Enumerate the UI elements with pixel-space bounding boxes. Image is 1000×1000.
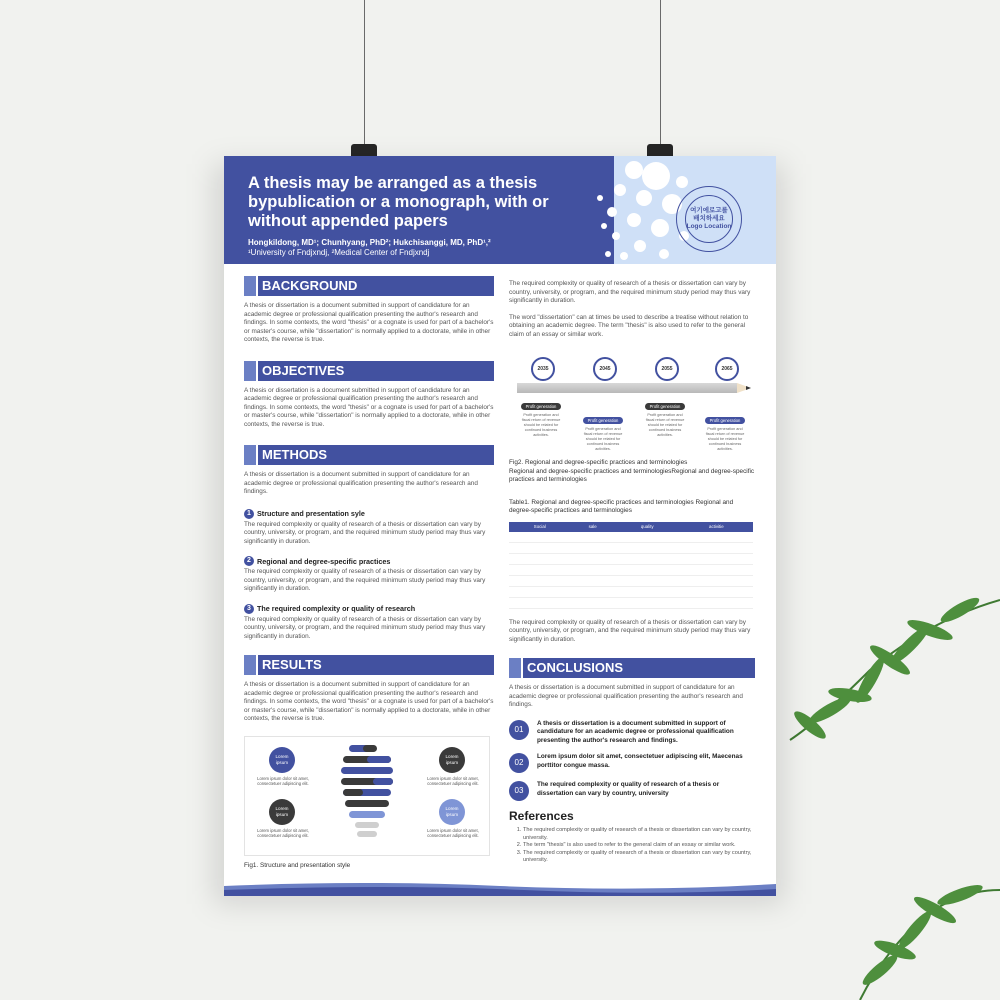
- intro-paragraph-1: The required complexity or quality of research of a thesis or dissertation can vary by country, university, or program, and the required minimum study period may thus vary significantly in duration.: [509, 280, 751, 304]
- logo-placeholder: [676, 186, 742, 252]
- timeline-pill: Profit generation: [705, 417, 745, 424]
- methods-item-label: Structure and presentation syle: [257, 509, 365, 518]
- timeline-pill: Profit generation: [521, 403, 561, 410]
- intro-paragraph-2: The word "dissertation" can at times be used to describe a treatise without relation to obtaining an academic degree. The term "thesis" is also used to refer to the general claim of an essay or similar work.: [509, 313, 749, 338]
- reference-item: 1. The required complexity or quality of research of a thesis or dissertation can vary by country, university.: [523, 827, 755, 842]
- logo-line-2: 배치하세요: [693, 215, 725, 222]
- bubbles-decoration: [564, 156, 776, 264]
- data-table-1: [509, 522, 753, 609]
- section-header-conclusions: [509, 658, 755, 678]
- table-body: [509, 532, 753, 609]
- methods-item-title: [244, 604, 494, 614]
- number-badge: 1: [244, 509, 254, 519]
- table-row: [509, 542, 753, 553]
- plant-sprig-decoration: [760, 560, 1000, 1000]
- timeline-year: 2055: [655, 357, 679, 381]
- lorem-circle: Lorem ipsum: [439, 799, 465, 825]
- methods-item: [244, 604, 494, 642]
- section-stripe: [244, 655, 256, 675]
- timeline-year: 2065: [715, 357, 739, 381]
- lorem-caption: Lorem ipsum dolor sit amet, consectetuer adipiscing elit.: [427, 827, 479, 838]
- section-title-methods: METHODS: [258, 445, 494, 465]
- references-list: [509, 827, 755, 865]
- methods-item-text: The required complexity or quality of research of a thesis or dissertation can vary by country, university, or program, and the required minimum study period may thus vary significantly in duration.: [244, 520, 486, 545]
- right-column: [509, 280, 755, 865]
- conclusion-number: 02: [509, 753, 529, 773]
- table-header-row: [509, 522, 753, 532]
- section-stripe: [509, 658, 521, 678]
- figure-2-caption: Fig2. Regional and degree-specific practices and terminologies Regional and degree-specific practices and terminologiesRegional and degree-specific practices and terminologies: [509, 459, 755, 483]
- lorem-circle: Lorem ipsum: [269, 799, 295, 825]
- lorem-caption: Lorem ipsum dolor sit amet, consectetuer adipiscing elit.: [257, 827, 309, 838]
- table-header-cell: Social: [509, 522, 571, 532]
- reference-item: 3. The required complexity or quality of research of a thesis or dissertation can vary by country, university.: [523, 850, 755, 865]
- poster: [224, 156, 776, 896]
- section-title-background: BACKGROUND: [258, 276, 494, 296]
- results-text: A thesis or dissertation is a document submitted in support of candidature for an academic degree or professional qualification presenting the author's research and findings. In some contexts, the word "thesis" or a cognate is used for part of a bachelor's or master's course, while "dissertation" is normally applied to a doctorate, while in other contexts, the reverse is true.: [244, 681, 494, 722]
- objectives-text: A thesis or dissertation is a document submitted in support of candidature for an academic degree or professional qualification presenting the author's research and findings. In some contexts, the word "thesis" or a cognate is used for part of a bachelor's or master's course, while "dissertation" is normally applied to a doctorate, while in other contexts, the reverse is true.: [244, 386, 494, 428]
- lorem-circle: Lorem ipsum: [439, 747, 465, 773]
- section-title-conclusions: CONCLUSIONS: [523, 658, 755, 678]
- reference-item: 2. The term "thesis" is also used to refer to the general claim of an essay or similar work.: [523, 842, 755, 850]
- timeline-text: Profit generation and fiscal return of revenue should be related for continued business activities.: [645, 413, 685, 437]
- methods-item-title: [244, 556, 494, 566]
- conclusion-number: 03: [509, 781, 529, 801]
- methods-item-text: The required complexity or quality of research of a thesis or dissertation can vary by country, university, or program, and the required minimum study period may thus vary significantly in duration.: [244, 615, 486, 640]
- table-row: [509, 575, 753, 586]
- timeline-text: Profit generation and fiscal return of revenue should be related for continued business activities.: [583, 427, 623, 451]
- lorem-circle: Lorem ipsum: [269, 747, 295, 773]
- lorem-caption: Lorem ipsum dolor sit amet, consectetuer adipiscing elit.: [427, 775, 479, 786]
- methods-item-label: The required complexity or quality of research: [257, 604, 416, 613]
- timeline-year: 2045: [593, 357, 617, 381]
- section-title-results: RESULTS: [258, 655, 494, 675]
- authors-block: [248, 238, 491, 258]
- logo-line-1: 여기에로고를: [690, 207, 728, 214]
- number-badge: 2: [244, 556, 254, 566]
- section-header-background: [244, 276, 494, 296]
- after-table-text: The required complexity or quality of research of a thesis or dissertation can vary by country, university, or program, and the required minimum study period may thus vary significantly in duration.: [509, 618, 751, 643]
- table-row: [509, 532, 753, 543]
- section-stripe: [244, 445, 256, 465]
- timeline-year: 2035: [531, 357, 555, 381]
- methods-item: [244, 556, 494, 594]
- logo-inner-ring: [685, 195, 733, 243]
- poster-title: A thesis may be arranged as a thesis bypublication or a monograph, with or without appended papers: [248, 174, 549, 230]
- timeline-pill: Profit generation: [583, 417, 623, 424]
- left-column: [244, 276, 494, 870]
- table-header-cell: quality: [615, 522, 680, 532]
- hanging-wire-left: [364, 0, 365, 148]
- methods-item-label: Regional and degree-specific practices: [257, 556, 391, 566]
- section-header-results: [244, 655, 494, 675]
- hanging-wire-right: [660, 0, 661, 148]
- conclusion-number: 01: [509, 720, 529, 740]
- figure-1-caption: Fig1. Structure and presentation style: [244, 861, 351, 869]
- timeline-pill: Profit generation: [645, 403, 685, 410]
- timeline-text: Profit generation and fiscal return of revenue should be related for continued business activities.: [521, 413, 561, 437]
- author-names: Hongkildong, MD¹; Chunhyang, PhD²; Hukchisanggi, MD, PhD¹,²: [248, 238, 491, 247]
- section-title-objectives: OBJECTIVES: [258, 361, 494, 381]
- conclusion-item: [509, 753, 755, 773]
- conclusions-text: A thesis or dissertation is a document submitted in support of candidature for an academic degree or professional qualification presenting the author's research and findings.: [509, 684, 743, 708]
- timeline-figure: [509, 339, 753, 449]
- number-badge: 3: [244, 604, 254, 614]
- author-affiliations: ¹University of Fndjxndj, ²Medical Center of Fndjxndj: [248, 248, 430, 257]
- table-1-caption: Table1. Regional and degree-specific practices and terminologies Regional and degree-specific practices and terminologies: [509, 498, 734, 514]
- table-row: [509, 564, 753, 575]
- table-row: [509, 553, 753, 564]
- section-header-methods: [244, 445, 494, 465]
- table-header-cell: activitie: [680, 522, 753, 532]
- pencil-tip-icon: [737, 383, 751, 393]
- lorem-caption: Lorem ipsum dolor sit amet, consectetuer adipiscing elit.: [257, 775, 309, 786]
- section-stripe: [244, 361, 256, 381]
- conclusion-item: [509, 720, 755, 746]
- methods-item-text: The required complexity or quality of research of a thesis or dissertation can vary by country, university, or program, and the required minimum study period may thus vary significantly in duration.: [244, 568, 486, 592]
- conclusion-item: [509, 781, 755, 801]
- footer-wave: [224, 880, 776, 896]
- figure-1-infographic: [244, 736, 490, 856]
- conclusion-text: A thesis or dissertation is a document submitted in support of candidature for an academic degree or professional qualification presenting the author's research and findings.: [537, 719, 734, 744]
- section-header-objectives: [244, 361, 494, 381]
- conclusion-text: The required complexity or quality of research of a thesis or dissertation can vary by country, university: [537, 781, 720, 797]
- section-stripe: [244, 276, 256, 296]
- timeline-text: Profit generation and fiscal return of revenue should be related for continued business activities.: [705, 427, 745, 451]
- methods-item: [244, 509, 494, 547]
- methods-item-title: [244, 509, 494, 519]
- table-header-cell: sale: [571, 522, 615, 532]
- methods-text: A thesis or dissertation is a document submitted in support of candidature for an academic degree or professional qualification presenting the author's research and findings.: [244, 471, 478, 495]
- background-text: A thesis or dissertation is a document submitted in support of candidature for an academic degree or professional qualification presenting the author's research and findings. In some contexts, the word "thesis" or a cognate is used for part of a bachelor's or master's course, while "dissertation" is normally applied to a doctorate, while in other contexts, the reverse is true.: [244, 302, 494, 343]
- logo-line-3: Logo Location: [686, 223, 732, 230]
- lightbulb-bars-icon: [337, 743, 397, 847]
- references-heading: References: [509, 809, 574, 823]
- table-row: [509, 597, 753, 608]
- pencil-timeline-bar: [517, 383, 737, 393]
- conclusion-text: Lorem ipsum dolor sit amet, consectetuer adipiscing elit, Maecenas porttitor congue massa.: [537, 753, 743, 769]
- table-row: [509, 586, 753, 597]
